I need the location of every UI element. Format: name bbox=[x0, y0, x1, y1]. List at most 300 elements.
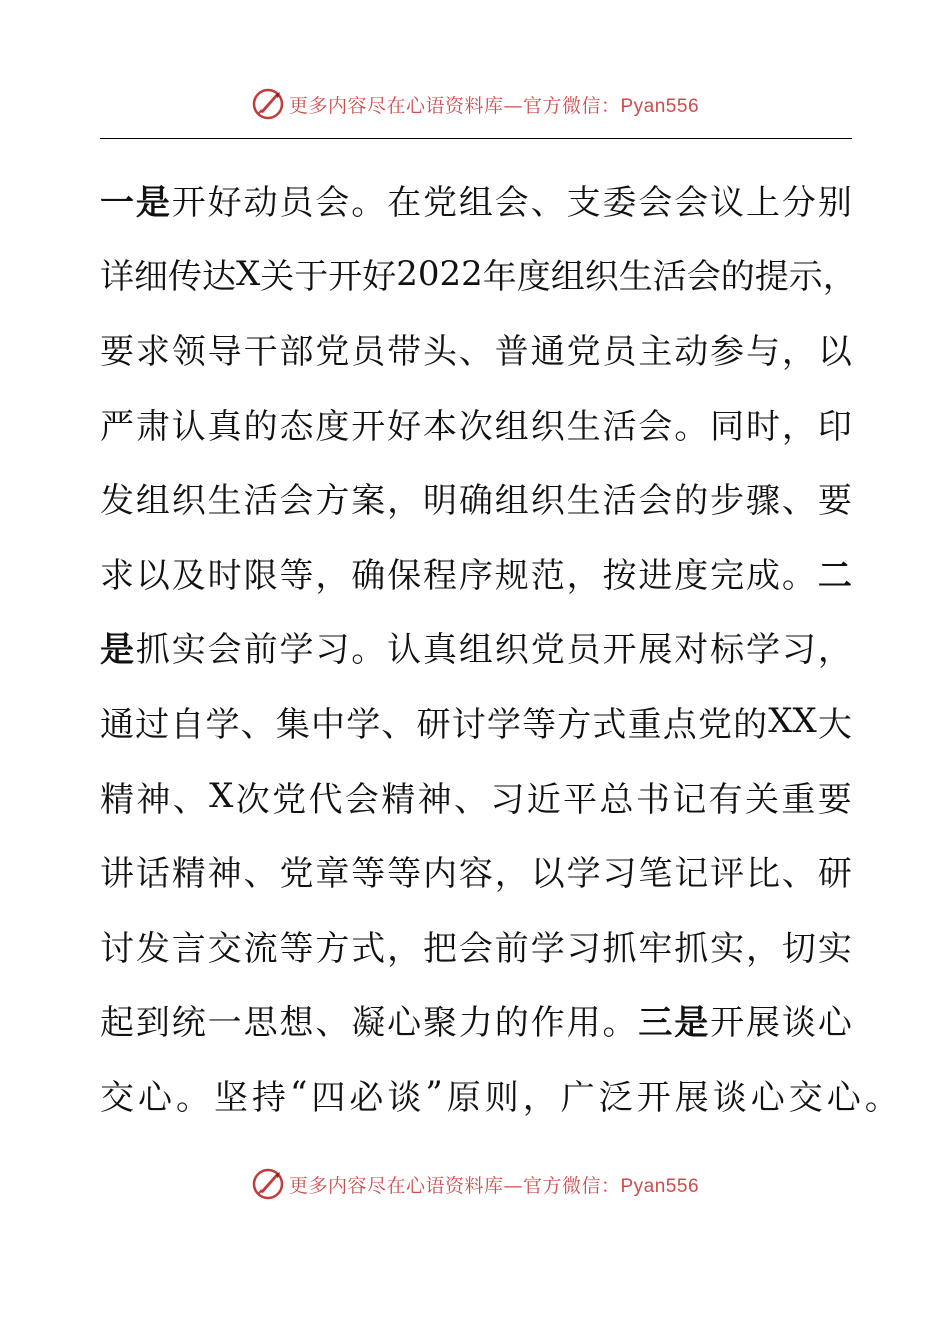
body-char: ” bbox=[425, 1074, 447, 1115]
body-char: 力 bbox=[458, 1003, 493, 1044]
footer-wechat-handle: Pyan556 bbox=[620, 1175, 700, 1197]
body-char: 笔 bbox=[638, 854, 673, 895]
body-char: 方 bbox=[557, 704, 592, 745]
body-text bbox=[100, 162, 903, 1132]
body-char: 真 bbox=[423, 630, 458, 671]
body-char: 于 bbox=[294, 257, 329, 298]
body-char: 2022 bbox=[396, 253, 483, 294]
body-line bbox=[100, 386, 852, 461]
body-char: 、 bbox=[243, 854, 278, 895]
body-char: 严 bbox=[100, 406, 134, 447]
body-char: 干 bbox=[243, 331, 278, 372]
body-char: 大 bbox=[817, 704, 852, 745]
body-char: 党 bbox=[315, 331, 350, 372]
body-char: 总 bbox=[599, 779, 634, 820]
body-char: 、 bbox=[381, 704, 416, 745]
body-char: ， bbox=[315, 555, 350, 596]
body-char: 、 bbox=[458, 331, 493, 372]
body-char: 同 bbox=[710, 406, 745, 447]
body-char: 交 bbox=[207, 928, 242, 969]
body-char: 交 bbox=[100, 1077, 138, 1118]
body-char: 开 bbox=[351, 406, 386, 447]
body-char: 习 bbox=[315, 630, 350, 671]
body-char: 活 bbox=[243, 481, 278, 522]
body-char: 细 bbox=[134, 257, 168, 298]
body-char: 以 bbox=[530, 854, 565, 895]
body-char: 会 bbox=[638, 182, 673, 223]
body-char: 、 bbox=[315, 1003, 350, 1044]
body-char: 步 bbox=[710, 481, 745, 522]
body-char: XX bbox=[768, 701, 817, 742]
body-char: 织 bbox=[584, 257, 619, 298]
body-char: 容 bbox=[458, 854, 493, 895]
body-char: 完 bbox=[710, 555, 745, 596]
body-line bbox=[100, 460, 852, 535]
body-char: 参 bbox=[710, 331, 745, 372]
body-char: 坚 bbox=[214, 1077, 252, 1118]
body-char: 达 bbox=[202, 257, 236, 298]
body-char: 用 bbox=[566, 1003, 601, 1044]
body-char: 发 bbox=[135, 928, 170, 969]
body-char: 好 bbox=[362, 257, 397, 298]
body-char: ， bbox=[781, 406, 816, 447]
body-char: 学 bbox=[486, 704, 521, 745]
body-char: 认 bbox=[171, 406, 206, 447]
body-char: 态 bbox=[279, 406, 314, 447]
body-char: 交 bbox=[788, 1077, 827, 1118]
body-char: 会 bbox=[494, 182, 529, 223]
body-char: 原 bbox=[446, 1077, 485, 1118]
body-char: 要 bbox=[100, 331, 134, 372]
body-char: 与 bbox=[746, 331, 781, 372]
body-char: 书 bbox=[635, 779, 670, 820]
body-char: 以 bbox=[817, 331, 852, 372]
body-char: 好 bbox=[387, 406, 422, 447]
body-char: 规 bbox=[494, 555, 529, 596]
body-line bbox=[100, 759, 852, 834]
body-char: 带 bbox=[387, 331, 422, 372]
body-char: 委 bbox=[602, 182, 637, 223]
body-char: 的 bbox=[674, 481, 709, 522]
quill-pen-logo-icon bbox=[251, 87, 285, 121]
body-line bbox=[100, 162, 852, 237]
body-char: 到 bbox=[135, 1003, 170, 1044]
body-char: 传 bbox=[168, 257, 202, 298]
body-char: 。 bbox=[864, 1077, 903, 1118]
body-char: 员 bbox=[351, 331, 386, 372]
body-char: 学 bbox=[566, 854, 601, 895]
body-char: 开 bbox=[602, 630, 637, 671]
bold-keyword: 是 bbox=[135, 182, 170, 223]
body-char: 组 bbox=[494, 481, 529, 522]
body-char: 分 bbox=[781, 182, 816, 223]
body-char: 好 bbox=[207, 182, 242, 223]
body-char: 动 bbox=[674, 331, 709, 372]
body-char: 。 bbox=[351, 182, 386, 223]
body-char: 作 bbox=[530, 1003, 565, 1044]
body-char: ， bbox=[566, 555, 601, 596]
body-line bbox=[100, 983, 852, 1058]
body-char: 心 bbox=[387, 1003, 422, 1044]
body-char: ， bbox=[746, 928, 781, 969]
body-char: 学 bbox=[205, 704, 240, 745]
body-char: ， bbox=[387, 481, 422, 522]
footer-wechat-label: 官方微信： bbox=[522, 1174, 621, 1197]
body-char: 提 bbox=[754, 257, 789, 298]
body-char: 的 bbox=[494, 1003, 529, 1044]
body-char: 员 bbox=[602, 331, 637, 372]
body-char: 会 bbox=[638, 481, 673, 522]
body-char: 一 bbox=[207, 1003, 242, 1044]
body-char: 在 bbox=[387, 182, 422, 223]
body-char: 明 bbox=[423, 481, 458, 522]
body-char: 习 bbox=[566, 928, 601, 969]
body-char: 保 bbox=[387, 555, 422, 596]
body-char: 实 bbox=[171, 630, 206, 671]
body-char: 要 bbox=[817, 779, 852, 820]
body-char: 通 bbox=[530, 331, 565, 372]
body-line bbox=[100, 311, 852, 386]
body-char: 言 bbox=[171, 928, 206, 969]
body-char: 学 bbox=[346, 704, 381, 745]
body-char: ， bbox=[387, 928, 422, 969]
body-char: 、 bbox=[172, 779, 207, 820]
body-char: 活 bbox=[602, 406, 637, 447]
body-char: 有 bbox=[708, 779, 743, 820]
body-char: 以 bbox=[135, 555, 170, 596]
body-char: 实 bbox=[710, 928, 745, 969]
body-char: 度 bbox=[315, 406, 350, 447]
bold-keyword: 是 bbox=[100, 630, 134, 671]
body-char: 习 bbox=[602, 854, 637, 895]
body-char: 员 bbox=[566, 630, 601, 671]
body-char: 点 bbox=[662, 704, 697, 745]
body-char: 通 bbox=[100, 704, 134, 745]
body-char: 习 bbox=[781, 630, 816, 671]
body-char: 会 bbox=[686, 257, 721, 298]
body-char: X bbox=[236, 253, 261, 294]
body-char: 谈 bbox=[781, 1003, 816, 1044]
body-char: 凝 bbox=[351, 1003, 386, 1044]
body-char: 示 bbox=[788, 257, 823, 298]
bold-keyword: 三 bbox=[638, 1003, 673, 1044]
body-char: 的 bbox=[733, 704, 768, 745]
body-char: 、 bbox=[453, 779, 488, 820]
body-char: 、 bbox=[240, 704, 275, 745]
body-char: 等 bbox=[279, 928, 314, 969]
body-char: 展 bbox=[638, 630, 673, 671]
body-char: 度 bbox=[516, 257, 551, 298]
body-char: 学 bbox=[279, 630, 314, 671]
bold-keyword: 二 bbox=[817, 555, 852, 596]
header-wechat-handle: Pyan556 bbox=[620, 95, 700, 117]
body-char: 案 bbox=[351, 481, 386, 522]
body-char: 流 bbox=[243, 928, 278, 969]
body-char: 求 bbox=[135, 331, 170, 372]
body-char: 发 bbox=[100, 481, 134, 522]
body-char: 组 bbox=[550, 257, 585, 298]
body-char: 标 bbox=[710, 630, 745, 671]
body-char: 别 bbox=[817, 182, 852, 223]
body-char: 讨 bbox=[100, 928, 134, 969]
body-char: 起 bbox=[100, 1003, 134, 1044]
body-char: 次 bbox=[235, 779, 270, 820]
body-char: 神 bbox=[207, 854, 242, 895]
body-char: 会 bbox=[344, 779, 379, 820]
body-char: 活 bbox=[652, 257, 687, 298]
body-char: 思 bbox=[243, 1003, 278, 1044]
footer-brand-name: 更多内容尽在心语资料库 bbox=[288, 1174, 504, 1197]
body-char: 。 bbox=[781, 555, 816, 596]
body-char: 学 bbox=[746, 630, 781, 671]
body-char: 织 bbox=[530, 406, 565, 447]
body-char: 确 bbox=[458, 481, 493, 522]
body-char: 泛 bbox=[598, 1077, 637, 1118]
body-char: ， bbox=[822, 257, 857, 298]
body-char: 印 bbox=[817, 406, 852, 447]
body-char: 精 bbox=[100, 779, 134, 820]
body-char: 心 bbox=[138, 1077, 176, 1118]
body-line bbox=[100, 908, 852, 983]
body-char: 研 bbox=[817, 854, 852, 895]
body-line bbox=[100, 1057, 903, 1132]
body-char: 导 bbox=[207, 331, 242, 372]
body-char: 话 bbox=[135, 854, 170, 895]
body-char: 、 bbox=[781, 854, 816, 895]
body-char: 广 bbox=[560, 1077, 599, 1118]
body-char: 动 bbox=[243, 182, 278, 223]
body-char: 展 bbox=[746, 1003, 781, 1044]
body-char: 聚 bbox=[423, 1003, 458, 1044]
footer-dash: — bbox=[503, 1174, 523, 1197]
body-char: 年 bbox=[482, 257, 517, 298]
body-char: 要 bbox=[817, 481, 852, 522]
body-char: 、 bbox=[530, 182, 565, 223]
body-char: 骤 bbox=[746, 481, 781, 522]
body-char: 生 bbox=[618, 257, 653, 298]
body-char: 部 bbox=[279, 331, 314, 372]
body-char: 抓 bbox=[135, 630, 170, 671]
body-char: 关 bbox=[260, 257, 295, 298]
body-char: 内 bbox=[423, 854, 458, 895]
body-char: ， bbox=[522, 1077, 561, 1118]
body-char: 认 bbox=[387, 630, 422, 671]
body-char: 重 bbox=[781, 779, 816, 820]
body-char: 统 bbox=[171, 1003, 206, 1044]
body-char: 学 bbox=[530, 928, 565, 969]
body-line bbox=[100, 535, 852, 610]
body-char: 切 bbox=[781, 928, 816, 969]
body-char: 会 bbox=[638, 406, 673, 447]
body-char: 讨 bbox=[451, 704, 486, 745]
body-char: 求 bbox=[100, 555, 134, 596]
body-char: 平 bbox=[563, 779, 598, 820]
body-char: 精 bbox=[381, 779, 416, 820]
body-char: 精 bbox=[171, 854, 206, 895]
body-char: 心 bbox=[750, 1077, 789, 1118]
body-char: 限 bbox=[243, 555, 278, 596]
body-char: 评 bbox=[710, 854, 745, 895]
body-char: 、 bbox=[781, 481, 816, 522]
body-char: 成 bbox=[746, 555, 781, 596]
body-char: 比 bbox=[746, 854, 781, 895]
body-char: 党 bbox=[697, 704, 732, 745]
body-char: 代 bbox=[308, 779, 343, 820]
body-char: 等 bbox=[279, 555, 314, 596]
body-char: 。 bbox=[602, 1003, 637, 1044]
body-char: 及 bbox=[171, 555, 206, 596]
body-char: 谈 bbox=[387, 1077, 426, 1118]
body-char: 开 bbox=[328, 257, 363, 298]
body-char: 支 bbox=[566, 182, 601, 223]
body-char: 记 bbox=[672, 779, 707, 820]
body-char: 上 bbox=[746, 182, 781, 223]
body-char: 心 bbox=[826, 1077, 865, 1118]
header-brand-name: 更多内容尽在心语资料库 bbox=[288, 94, 504, 117]
body-char: 则 bbox=[484, 1077, 523, 1118]
body-char: 织 bbox=[530, 481, 565, 522]
body-line bbox=[100, 610, 852, 685]
body-char: 研 bbox=[416, 704, 451, 745]
body-char: 详 bbox=[100, 257, 134, 298]
body-char: 普 bbox=[494, 331, 529, 372]
body-char: 对 bbox=[674, 630, 709, 671]
body-char: X bbox=[209, 776, 234, 817]
body-char: 次 bbox=[458, 406, 493, 447]
body-char: 展 bbox=[674, 1077, 713, 1118]
body-char: ， bbox=[817, 630, 852, 671]
body-char: 党 bbox=[279, 854, 314, 895]
body-char: 组 bbox=[494, 406, 529, 447]
body-char: 方 bbox=[315, 481, 350, 522]
body-line bbox=[100, 237, 857, 312]
body-char: 过 bbox=[135, 704, 170, 745]
body-char: 前 bbox=[243, 630, 278, 671]
quill-pen-logo-icon bbox=[251, 1167, 285, 1201]
body-char: 的 bbox=[720, 257, 755, 298]
body-char: 按 bbox=[602, 555, 637, 596]
body-char: 心 bbox=[817, 1003, 852, 1044]
body-char: 生 bbox=[566, 406, 601, 447]
body-char: 式 bbox=[351, 928, 386, 969]
body-char: 时 bbox=[207, 555, 242, 596]
body-char: 近 bbox=[526, 779, 561, 820]
body-char: 神 bbox=[136, 779, 171, 820]
body-char: 会 bbox=[458, 928, 493, 969]
body-char: 四 bbox=[311, 1077, 350, 1118]
body-char: 议 bbox=[710, 182, 745, 223]
body-char: 前 bbox=[494, 928, 529, 969]
body-char: 谈 bbox=[712, 1077, 751, 1118]
body-char: 织 bbox=[494, 630, 529, 671]
body-char: 序 bbox=[458, 555, 493, 596]
page-header bbox=[0, 84, 950, 124]
body-char: 开 bbox=[171, 182, 206, 223]
body-char: 进 bbox=[638, 555, 673, 596]
body-char: 党 bbox=[423, 182, 458, 223]
body-char: 集 bbox=[275, 704, 310, 745]
body-char: 想 bbox=[279, 1003, 314, 1044]
body-char: 等 bbox=[351, 854, 386, 895]
body-char: 肃 bbox=[135, 406, 170, 447]
body-char: 会 bbox=[279, 481, 314, 522]
body-char: 范 bbox=[530, 555, 565, 596]
body-char: 时 bbox=[746, 406, 781, 447]
body-char: 头 bbox=[423, 331, 458, 372]
body-char: 本 bbox=[423, 406, 458, 447]
body-char: 度 bbox=[674, 555, 709, 596]
footer-brand bbox=[289, 1171, 699, 1198]
body-char: 领 bbox=[171, 331, 206, 372]
body-char: 生 bbox=[207, 481, 242, 522]
body-char: 党 bbox=[566, 331, 601, 372]
body-line bbox=[100, 684, 852, 759]
body-char: 组 bbox=[135, 481, 170, 522]
header-dash: — bbox=[503, 94, 523, 117]
body-char: 把 bbox=[423, 928, 458, 969]
body-char: 等 bbox=[387, 854, 422, 895]
body-char: 。 bbox=[176, 1077, 214, 1118]
body-char: 党 bbox=[530, 630, 565, 671]
body-char: 抓 bbox=[602, 928, 637, 969]
body-char: 主 bbox=[638, 331, 673, 372]
body-char: 程 bbox=[423, 555, 458, 596]
body-char: 神 bbox=[417, 779, 452, 820]
header-divider bbox=[100, 138, 852, 139]
page-footer bbox=[0, 1164, 950, 1204]
body-char: 活 bbox=[602, 481, 637, 522]
body-char: 习 bbox=[490, 779, 525, 820]
header-brand bbox=[289, 91, 699, 118]
body-char: 党 bbox=[272, 779, 307, 820]
header-wechat-label: 官方微信： bbox=[522, 94, 621, 117]
body-char: 真 bbox=[207, 406, 242, 447]
body-char: 章 bbox=[315, 854, 350, 895]
bold-keyword: 一 bbox=[100, 182, 134, 223]
body-char: 会 bbox=[315, 182, 350, 223]
body-char: 持 bbox=[252, 1077, 290, 1118]
body-char: 式 bbox=[592, 704, 627, 745]
body-char: 关 bbox=[744, 779, 779, 820]
body-char: “ bbox=[290, 1074, 312, 1115]
body-char: 织 bbox=[171, 481, 206, 522]
body-char: 开 bbox=[710, 1003, 745, 1044]
body-char: 实 bbox=[817, 928, 852, 969]
body-char: 开 bbox=[636, 1077, 675, 1118]
body-char: 重 bbox=[627, 704, 662, 745]
body-char: 会 bbox=[674, 182, 709, 223]
body-char: 牢 bbox=[638, 928, 673, 969]
body-char: ， bbox=[494, 854, 529, 895]
body-char: 。 bbox=[674, 406, 709, 447]
body-char: 组 bbox=[458, 630, 493, 671]
body-char: 的 bbox=[243, 406, 278, 447]
bold-keyword: 是 bbox=[674, 1003, 709, 1044]
body-char: 确 bbox=[351, 555, 386, 596]
body-char: 记 bbox=[674, 854, 709, 895]
body-char: 抓 bbox=[674, 928, 709, 969]
body-char: 等 bbox=[522, 704, 557, 745]
body-char: 讲 bbox=[100, 854, 134, 895]
body-char: 生 bbox=[566, 481, 601, 522]
body-char: 组 bbox=[458, 182, 493, 223]
body-char: 必 bbox=[349, 1077, 388, 1118]
body-char: 方 bbox=[315, 928, 350, 969]
body-char: 中 bbox=[311, 704, 346, 745]
body-char: 自 bbox=[170, 704, 205, 745]
body-line bbox=[100, 833, 852, 908]
body-char: 员 bbox=[279, 182, 314, 223]
